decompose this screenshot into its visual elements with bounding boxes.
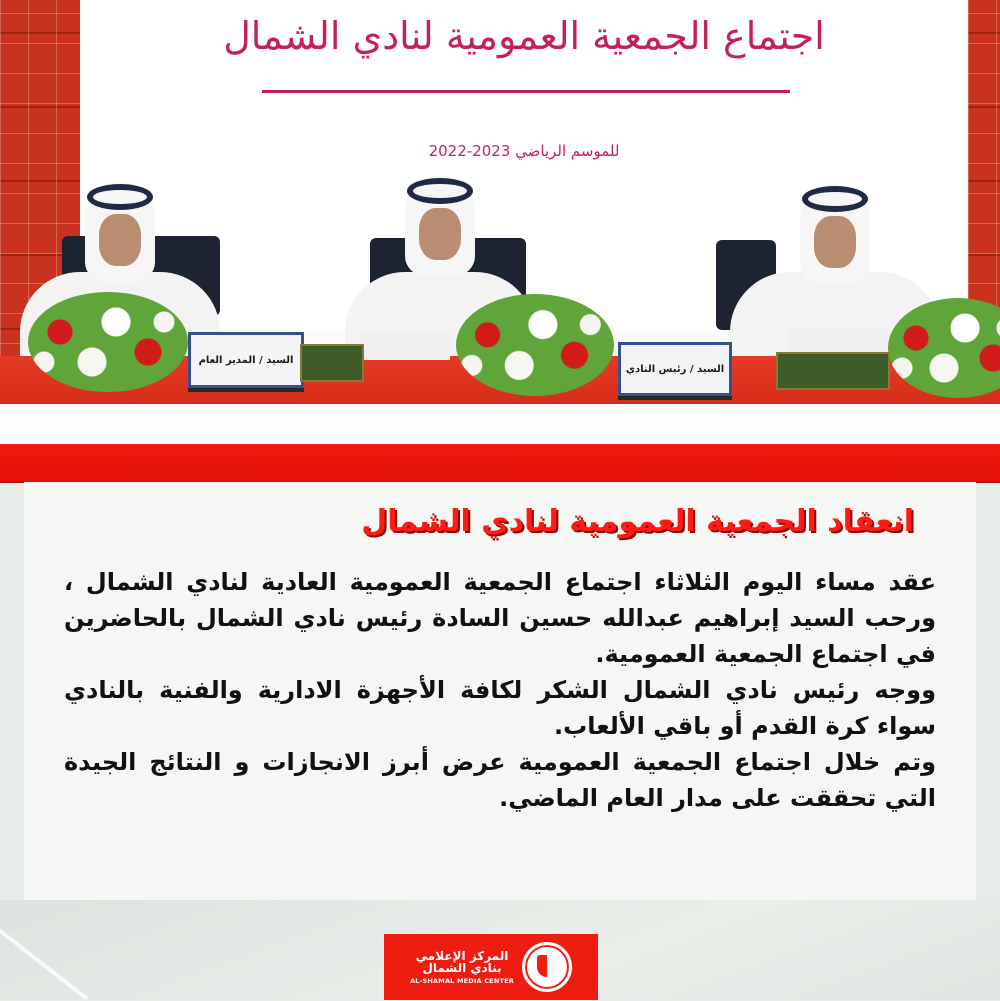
papers	[790, 328, 890, 354]
screen-title: اجتماع الجمعية العمومية لنادي الشمال	[223, 14, 825, 58]
red-accent-band	[0, 444, 1000, 483]
article-headline: انعقاد الجمعية العمومية لنادي الشمال	[361, 504, 914, 539]
papers	[360, 330, 450, 360]
article-card	[24, 482, 976, 900]
tissue-box	[300, 344, 364, 382]
club-crest-icon	[522, 942, 572, 992]
white-strip	[0, 404, 1000, 444]
screen-divider	[262, 90, 790, 93]
tissue-box	[776, 352, 890, 390]
logo-line-2: بنادي الشمال	[422, 961, 502, 976]
article-paragraph: عقد مساء اليوم الثلاثاء اجتماع الجمعية العمومية العادية لنادي الشمال ، ورحب السيد إبراهيم عبدالله حسين السادة رئيس نادي الشمال بالحاضرين في اجتماع الجمعية العمومية.	[64, 568, 936, 668]
logo-english: AL-SHAMAL MEDIA CENTER	[410, 976, 514, 985]
meeting-photo	[0, 0, 1000, 404]
logo-line-1: المركز الإعلامي	[415, 948, 509, 963]
nameplate-club-president: السيد / رئيس النادي	[618, 342, 732, 396]
screen-season: للموسم الرياضي 2023-2022	[428, 142, 620, 160]
flower-arrangement-left	[28, 292, 188, 392]
article-body	[64, 564, 936, 816]
media-center-logo	[384, 934, 598, 1000]
logo-text	[410, 950, 514, 985]
article-paragraph: ووجه رئيس نادي الشمال الشكر لكافة الأجهزة الادارية والفنية بالنادي سواء كرة القدم أو باقي الألعاب.	[64, 676, 936, 740]
nameplate-general-manager: السيد / المدير العام	[188, 332, 304, 388]
article-paragraph: وتم خلال اجتماع الجمعية العمومية عرض أبرز الانجازات و النتائج الجيدة التي تحققت على مدار العام الماضي.	[64, 748, 936, 812]
flower-arrangement-center	[456, 294, 614, 396]
